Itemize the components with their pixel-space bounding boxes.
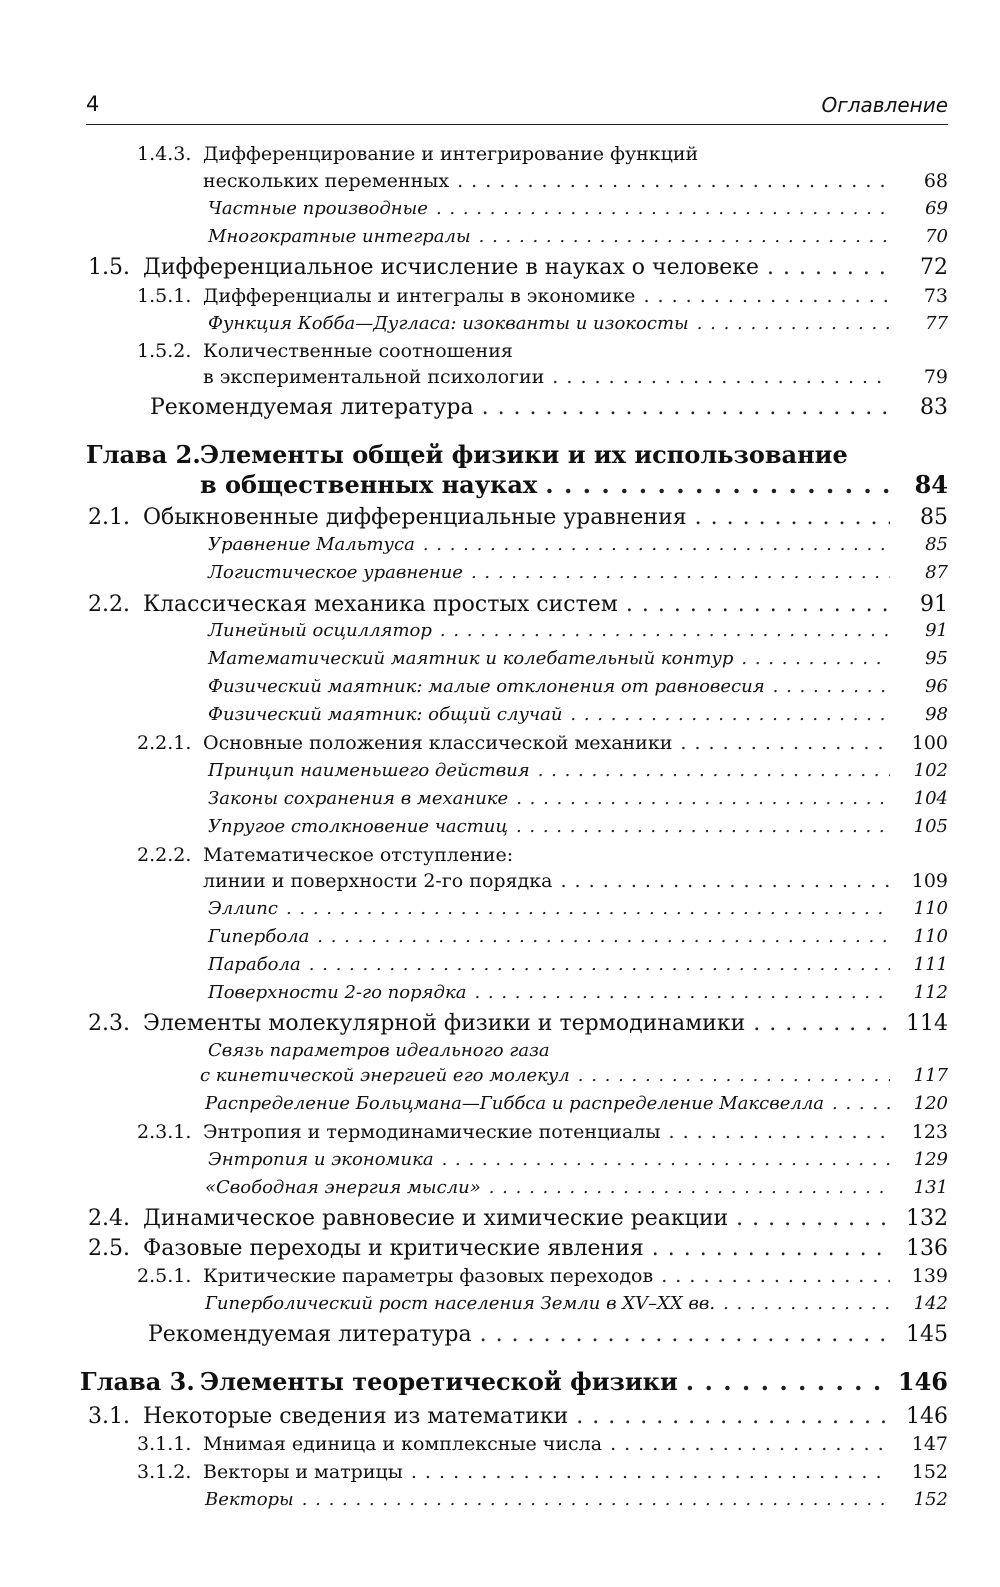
toc-entry-page: 139 <box>911 1265 948 1287</box>
toc-entry <box>0 1236 948 1262</box>
toc-entry-title: Логистическое уравнение <box>208 562 463 583</box>
toc-entry <box>0 1367 948 1396</box>
toc-entry-title: в общественных науках <box>200 470 538 499</box>
toc-entry-title: Рекомендуемая литература <box>150 395 474 420</box>
toc-entry-page: 145 <box>906 1322 948 1347</box>
toc-entry <box>0 620 948 646</box>
dot-leader <box>669 1121 891 1143</box>
toc-entry-number: 3.1.1. <box>137 1433 192 1455</box>
toc-entry-number: 3.1.2. <box>137 1461 192 1483</box>
dot-leader <box>570 704 890 725</box>
toc-entry-page: 152 <box>913 1489 948 1510</box>
toc-entry-page: 112 <box>913 982 948 1003</box>
toc-entry <box>0 1149 948 1175</box>
dot-leader <box>538 760 890 781</box>
toc-entry-title: Уравнение Мальтуса <box>208 534 415 555</box>
dot-leader <box>576 1404 890 1429</box>
toc-entry-title: Энтропия и экономика <box>208 1149 434 1170</box>
toc-entry-title: Фазовые переходы и критические явления <box>143 1236 644 1261</box>
dot-leader <box>661 1265 890 1287</box>
toc-entry <box>0 366 948 392</box>
toc-entry <box>0 562 948 588</box>
dot-leader <box>309 954 890 975</box>
toc-entry-number: 2.4. <box>88 1206 130 1231</box>
dot-leader <box>626 592 890 617</box>
dot-leader <box>753 1011 890 1036</box>
toc-entry-title: Мнимая единица и комплексные числа <box>203 1433 603 1455</box>
toc-entry-page: 69 <box>925 198 948 219</box>
toc-entry <box>0 926 948 952</box>
toc-entry <box>0 732 948 758</box>
dot-leader <box>317 926 890 947</box>
toc-entry-title: Функция Кобба—Дугласа: изокванты и изокосты <box>208 313 689 334</box>
toc-entry-title: Некоторые сведения из математики <box>143 1404 569 1429</box>
toc-entry-number: 3.1. <box>88 1404 130 1429</box>
toc-entry <box>0 143 948 169</box>
toc-entry-number: 1.4.3. <box>137 143 192 165</box>
toc-entry-title: с кинетической энергией его молекул <box>200 1065 570 1086</box>
toc-entry-title: Частные производные <box>208 198 428 219</box>
dot-leader <box>302 1489 890 1510</box>
toc-entry-page: 85 <box>920 505 948 530</box>
toc-entry-number: Глава 2. <box>86 440 201 469</box>
header-rule <box>86 124 948 125</box>
toc-entry-number: 2.3. <box>88 1011 130 1036</box>
toc-entry <box>0 592 948 618</box>
toc-entry-title: Законы сохранения в механике <box>208 788 509 809</box>
toc-entry <box>0 1265 948 1291</box>
toc-entry <box>0 285 948 311</box>
toc-entry-number: 2.2.1. <box>137 732 192 754</box>
dot-leader <box>686 1367 890 1396</box>
running-title: Оглавление <box>821 93 948 117</box>
toc-entry-title: Векторы <box>205 1489 294 1510</box>
toc-entry-title: Математический маятник и колебательный контур <box>208 648 734 669</box>
toc-entry <box>0 1121 948 1147</box>
toc-entry-page: 83 <box>920 395 948 420</box>
toc-entry <box>0 313 948 339</box>
toc-entry <box>0 1322 948 1348</box>
toc-entry-page: 70 <box>925 226 948 247</box>
toc-entry-page: 117 <box>913 1065 948 1086</box>
toc-entry-page: 131 <box>913 1177 948 1198</box>
toc-entry <box>0 340 948 366</box>
toc-entry-page: 104 <box>913 788 948 809</box>
dot-leader <box>643 285 890 307</box>
dot-leader <box>610 1433 890 1455</box>
dot-leader <box>697 313 890 334</box>
dot-leader <box>560 870 890 892</box>
dot-leader <box>723 1293 890 1314</box>
toc-entry-page: 136 <box>906 1236 948 1261</box>
toc-entry-page: 123 <box>911 1121 948 1143</box>
toc-entry-page: 102 <box>913 760 948 781</box>
toc-entry-title: Элементы общей физики и их использование <box>200 440 848 469</box>
toc-entry-title: Парабола <box>208 954 301 975</box>
toc-entry <box>0 1011 948 1037</box>
toc-entry-number: 2.2.2. <box>137 844 192 866</box>
toc-entry <box>0 1206 948 1232</box>
toc-entry <box>0 704 948 730</box>
toc-entry-title: Гиперболический рост населения Земли в XV–XX вв. <box>205 1293 716 1314</box>
toc-entry-title: Многократные интегралы <box>208 226 471 247</box>
toc-entry <box>0 954 948 980</box>
toc-entry <box>0 1177 948 1203</box>
toc-entry-title: Обыкновенные дифференциальные уравнения <box>143 505 687 530</box>
dot-leader <box>552 366 890 388</box>
toc-entry-number: 2.3.1. <box>137 1121 192 1143</box>
toc-entry-page: 91 <box>920 592 948 617</box>
toc-entry-page: 129 <box>913 1149 948 1170</box>
toc-entry-title: Критические параметры фазовых переходов <box>203 1265 654 1287</box>
toc-entry <box>0 255 948 281</box>
toc-entry-page: 109 <box>911 870 948 892</box>
toc-entry-page: 110 <box>913 898 948 919</box>
toc-entry-number: 2.5. <box>88 1236 130 1261</box>
toc-entry <box>0 1433 948 1459</box>
toc-entry-page: 120 <box>913 1093 948 1114</box>
toc-entry-page: 105 <box>913 816 948 837</box>
dot-leader <box>471 562 890 583</box>
toc-entry <box>0 788 948 814</box>
dot-leader <box>411 1461 890 1483</box>
toc-entry <box>0 1040 948 1066</box>
toc-entry-title: Основные положения классической механики <box>203 732 673 754</box>
toc-entry <box>0 170 948 196</box>
dot-leader <box>680 732 890 754</box>
toc-entry-title: Дифференциальное исчисление в науках о человеке <box>143 255 759 280</box>
toc-entry <box>0 470 948 499</box>
toc-entry-title: Элементы молекулярной физики и термодинамики <box>143 1011 746 1036</box>
toc-entry-title: Динамическое равновесие и химические реакции <box>143 1206 729 1231</box>
toc-entry-number: 1.5. <box>88 255 130 280</box>
toc-entry-title: Математическое отступление: <box>203 844 514 866</box>
dot-leader <box>474 982 890 1003</box>
toc-entry-title: Распределение Больцмана—Гиббса и распределение Максвелла <box>205 1093 825 1114</box>
page-number: 4 <box>86 92 100 116</box>
toc-entry-page: 152 <box>911 1461 948 1483</box>
toc-entry-title: Линейный осциллятор <box>208 620 432 641</box>
toc-entry-page: 79 <box>923 366 948 388</box>
toc-entry <box>0 226 948 252</box>
toc-entry-number: 2.5.1. <box>137 1265 192 1287</box>
toc-entry-title: в экспериментальной психологии <box>203 366 545 388</box>
dot-leader <box>436 198 890 219</box>
toc-entry-title: «Свободная энергия мысли» <box>205 1177 481 1198</box>
toc-entry-title: Классическая механика простых систем <box>143 592 618 617</box>
toc-entry <box>0 198 948 224</box>
toc-entry-page: 73 <box>923 285 948 307</box>
toc-entry-title: Энтропия и термодинамические потенциалы <box>203 1121 661 1143</box>
toc-entry-page: 84 <box>914 470 948 499</box>
dot-leader <box>423 534 890 555</box>
toc-entry <box>0 1404 948 1430</box>
toc-entry-number: 1.5.2. <box>137 340 192 362</box>
toc-entry-title: Поверхности 2-го порядка <box>208 982 467 1003</box>
toc-entry-title: нескольких переменных <box>203 170 450 192</box>
toc-entry-page: 114 <box>906 1011 948 1036</box>
toc-entry-number: 1.5.1. <box>137 285 192 307</box>
toc-entry-title: Элементы теоретической физики <box>200 1367 678 1396</box>
toc-entry-page: 91 <box>925 620 948 641</box>
dot-leader <box>489 1177 890 1198</box>
toc-entry-page: 110 <box>913 926 948 947</box>
toc-entry-title: Физический маятник: малые отклонения от равновесия <box>208 676 765 697</box>
toc-entry-page: 111 <box>913 954 948 975</box>
toc-entry-page: 132 <box>906 1206 948 1231</box>
toc-entry <box>0 816 948 842</box>
toc-entry-title: Физический маятник: общий случай <box>208 704 563 725</box>
dot-leader <box>286 898 890 919</box>
toc-entry <box>0 676 948 702</box>
toc-entry-title: Дифференцирование и интегрирование функций <box>203 143 699 165</box>
toc-entry-title: Связь параметров идеального газа <box>208 1040 550 1061</box>
toc-entry <box>0 534 948 560</box>
toc-entry-page: 142 <box>913 1293 948 1314</box>
toc-entry-title: Гипербола <box>208 926 310 947</box>
toc-entry-number: 2.2. <box>88 592 130 617</box>
toc-entry <box>0 505 948 531</box>
dot-leader <box>695 505 890 530</box>
toc-entry-title: линии и поверхности 2-го порядка <box>203 870 553 892</box>
toc-entry-page: 95 <box>925 648 948 669</box>
dot-leader <box>440 620 890 641</box>
dot-leader <box>482 395 890 420</box>
toc-entry-number: 2.1. <box>88 505 130 530</box>
toc-entry <box>0 760 948 786</box>
dot-leader <box>480 1322 890 1347</box>
toc-entry <box>0 982 948 1008</box>
toc-entry <box>0 844 948 870</box>
toc-entry <box>0 1065 948 1091</box>
dot-leader <box>767 255 890 280</box>
toc-entry-title: Упругое столкновение частиц <box>208 816 508 837</box>
dot-leader <box>457 170 890 192</box>
dot-leader <box>479 226 890 247</box>
toc-entry-page: 100 <box>911 732 948 754</box>
toc-entry <box>0 870 948 896</box>
toc-entry <box>0 440 948 469</box>
toc-entry <box>0 1293 948 1319</box>
toc-entry <box>0 1461 948 1487</box>
dot-leader <box>736 1206 890 1231</box>
toc-entry-title: Принцип наименьшего действия <box>208 760 530 781</box>
dot-leader <box>578 1065 890 1086</box>
toc-entry-page: 146 <box>906 1404 948 1429</box>
toc-entry-page: 85 <box>925 534 948 555</box>
dot-leader <box>652 1236 890 1261</box>
toc-entry-page: 68 <box>923 170 948 192</box>
toc-entry <box>0 395 948 421</box>
toc-entry-page: 147 <box>911 1433 948 1455</box>
toc-entry-title: Рекомендуемая литература <box>148 1322 472 1347</box>
toc-entry-page: 87 <box>925 562 948 583</box>
toc-entry-page: 77 <box>925 313 948 334</box>
toc-entry-title: Количественные соотношения <box>203 340 513 362</box>
dot-leader <box>741 648 890 669</box>
toc-entry <box>0 648 948 674</box>
toc-entry-title: Эллипс <box>208 898 278 919</box>
toc-entry-number: Глава 3. <box>80 1367 195 1396</box>
toc-entry-page: 98 <box>925 704 948 725</box>
toc-entry-page: 146 <box>897 1367 948 1396</box>
toc-entry <box>0 898 948 924</box>
toc-entry <box>0 1093 948 1119</box>
toc-entry-title: Векторы и матрицы <box>203 1461 403 1483</box>
toc-entry-page: 96 <box>925 676 948 697</box>
dot-leader <box>545 470 890 499</box>
toc-entry-title: Дифференциалы и интегралы в экономике <box>203 285 636 307</box>
dot-leader <box>832 1093 890 1114</box>
dot-leader <box>773 676 890 697</box>
dot-leader <box>516 788 890 809</box>
toc-entry <box>0 1489 948 1515</box>
toc-entry-page: 72 <box>920 255 948 280</box>
dot-leader <box>442 1149 890 1170</box>
dot-leader <box>516 816 890 837</box>
